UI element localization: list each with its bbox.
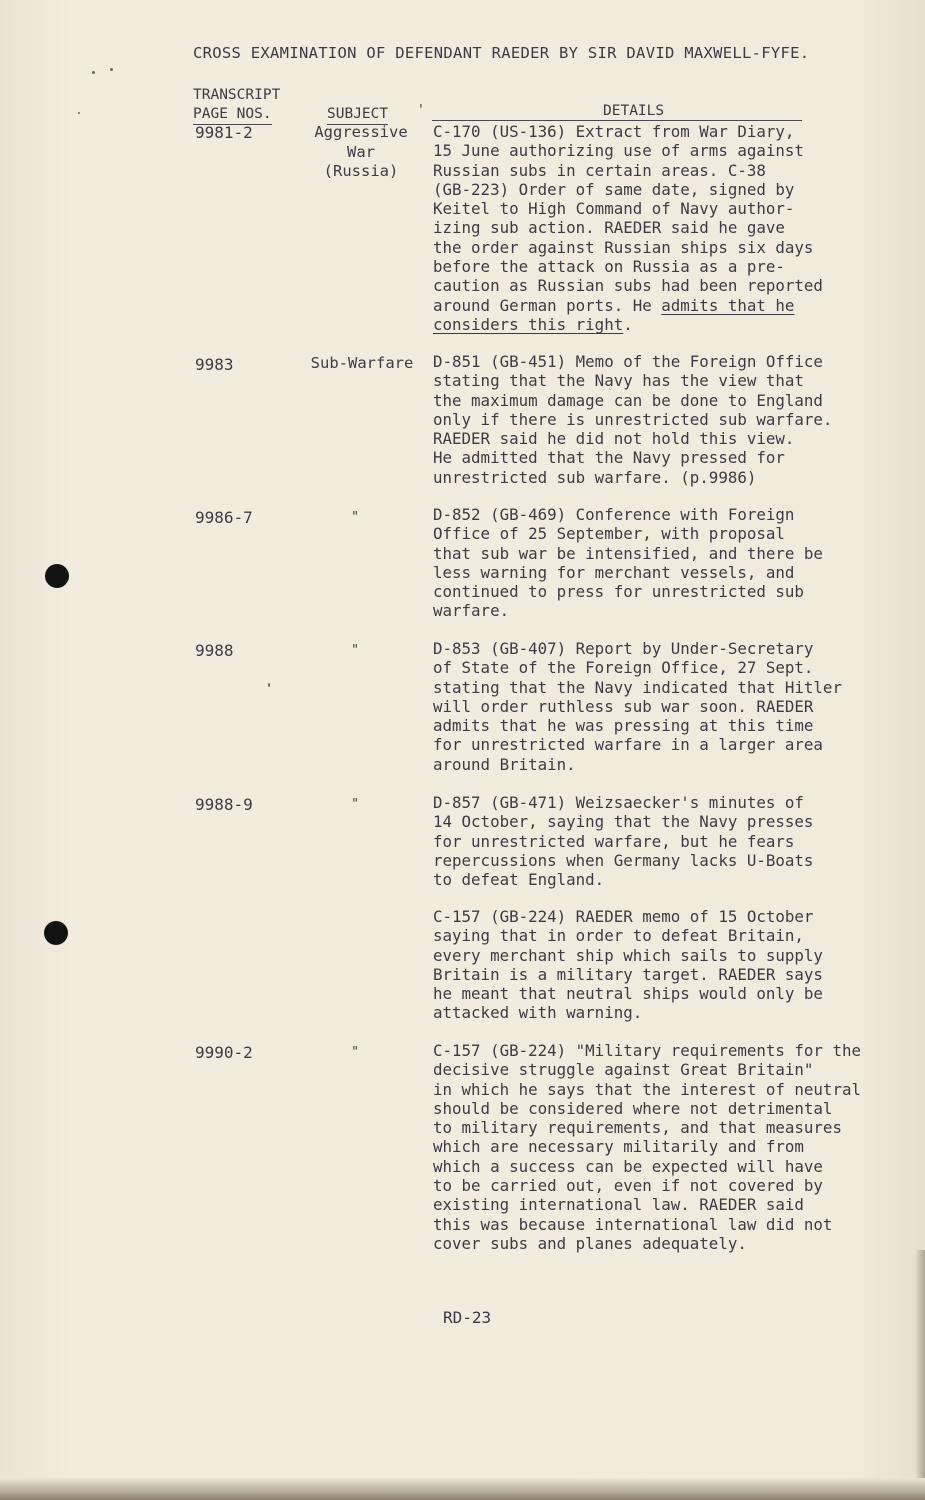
details-line: 14 October, saying that the Navy presses: [433, 812, 814, 832]
header-details-rule: [432, 120, 802, 121]
details-line: admits that he was pressing at this time: [433, 716, 814, 736]
entry-details: [433, 1041, 863, 1253]
details-line: repercussions when Germany lacks U-Boats: [433, 850, 814, 870]
details-line: C-157 (GB-224) "Military requirements for the: [433, 1041, 861, 1060]
punch-hole: [45, 564, 69, 588]
punch-hole: [44, 921, 68, 945]
details-line: attacked with warning.: [433, 1003, 643, 1023]
details-line: caution as Russian subs had been reported: [433, 276, 823, 296]
details-line: decisive struggle against Great Britain": [433, 1060, 814, 1080]
entry-page-number: 9986-7: [195, 508, 253, 527]
details-line: D-851 (GB-451) Memo of the Foreign Office: [433, 352, 823, 371]
details-line: saying that in order to defeat Britain,: [433, 926, 804, 946]
details-line: 15 June authorizing use of arms against: [433, 141, 804, 161]
details-line: cover subs and planes adequately.: [433, 1233, 747, 1253]
details-line: D-853 (GB-407) Report by Under-Secretary: [433, 639, 814, 658]
entry-subject: Sub-Warfare: [310, 354, 414, 372]
entry-page-number: 9988-9: [195, 795, 253, 814]
details-line: for unrestricted warfare, but he fears: [433, 831, 795, 851]
details-line: he meant that neutral ships would only be: [433, 984, 823, 1004]
details-text: around German ports. He: [433, 295, 662, 315]
details-line: [433, 315, 863, 334]
details-line: Britain is a military target. RAEDER says: [433, 964, 823, 984]
details-line: He admitted that the Navy pressed for: [433, 448, 785, 468]
entry-page-number: 9990-2: [195, 1043, 253, 1062]
speck-mark: [78, 112, 80, 114]
header-subject: SUBJECT: [327, 105, 388, 125]
entry-details: [433, 122, 863, 334]
details-line: which are necessary militarily and from: [433, 1137, 804, 1157]
details-line: D-857 (GB-471) Weizsaecker's minutes of: [433, 793, 804, 812]
details-line: less warning for merchant vessels, and: [433, 562, 795, 582]
details-line: to military requirements, and that measures: [433, 1118, 842, 1138]
underlined-text: considers this right: [433, 314, 624, 334]
page-edge-shadow: [915, 1250, 925, 1500]
subject-line: Aggressive: [314, 123, 408, 141]
page-footer: RD-23: [443, 1308, 492, 1327]
details-line: Keitel to High Command of Navy author-: [433, 199, 795, 219]
details-line: Russian subs in certain areas. C-38: [433, 160, 766, 180]
page-bottom-edge: [0, 1478, 925, 1500]
details-line: unrestricted sub warfare. (p.9986): [433, 467, 757, 487]
details-line: (GB-223) Order of same date, signed by: [433, 179, 795, 199]
speck-mark: [92, 71, 95, 74]
details-line: RAEDER said he did not hold this view.: [433, 429, 795, 449]
details-line: around Britain.: [433, 754, 576, 774]
subject-line: (Russia): [323, 162, 399, 180]
header-details: DETAILS: [603, 103, 665, 119]
underlined-text: admits that he: [661, 295, 795, 315]
details-line: the order against Russian ships six days: [433, 237, 814, 257]
entry-details: [433, 352, 863, 487]
details-line: stating that the Navy has the view that: [433, 371, 804, 391]
entry-page-number: 9983: [195, 355, 234, 374]
entry-details: [433, 505, 863, 621]
entry-details: [433, 793, 863, 889]
ditto-mark: ": [351, 510, 359, 525]
details-line: should be considered where not detrimental: [433, 1098, 833, 1118]
details-line: in which he says that the interest of neutral: [433, 1079, 861, 1099]
subject-line: War: [347, 142, 375, 161]
details-line: for unrestricted warfare in a larger area: [433, 735, 823, 755]
header-tick-mark: ': [417, 103, 425, 118]
details-line: of State of the Foreign Office, 27 Sept.: [433, 658, 814, 678]
speck-mark: [110, 68, 113, 71]
header-transcript: TRANSCRIPT: [193, 87, 281, 103]
header-page-nos: PAGE NOS.: [193, 105, 272, 125]
details-line: which a success can be expected will have: [433, 1156, 823, 1176]
details-line: izing sub action. RAEDER said he gave: [433, 218, 785, 238]
entry-page-number: 9981-2: [195, 123, 253, 142]
details-line: C-157 (GB-224) RAEDER memo of 15 October: [433, 907, 814, 926]
entry-page-number: 9988: [195, 641, 234, 660]
details-line: every merchant ship which sails to supply: [433, 945, 823, 965]
details-text: .: [623, 314, 633, 334]
details-line: continued to press for unrestricted sub: [433, 582, 804, 602]
ditto-mark: ": [351, 1045, 359, 1060]
details-line: to defeat England.: [433, 870, 605, 890]
details-line: Office of 25 September, with proposal: [433, 524, 785, 544]
details-line: this was because international law did not: [433, 1214, 833, 1234]
ditto-mark: ": [351, 797, 359, 812]
details-line: will order ruthless sub war soon. RAEDER: [433, 696, 814, 716]
details-line: that sub war be intensified, and there be: [433, 543, 823, 563]
details-line: D-852 (GB-469) Conference with Foreign: [433, 505, 795, 524]
entry-details: [433, 639, 863, 774]
entry-subject: [307, 123, 415, 182]
ditto-mark: ": [351, 643, 359, 658]
entry-details: [433, 907, 863, 1023]
details-line: before the attack on Russia as a pre-: [433, 257, 785, 277]
details-line: the maximum damage can be done to England: [433, 390, 823, 410]
details-line: warfare.: [433, 601, 510, 621]
details-line: only if there is unrestricted sub warfare.: [433, 409, 833, 429]
details-line: to be carried out, even if not covered by: [433, 1176, 823, 1196]
speck-mark: [268, 683, 270, 687]
details-line: existing international law. RAEDER said: [433, 1195, 804, 1215]
details-line: stating that the Navy indicated that Hitler: [433, 677, 842, 697]
details-line: [433, 296, 863, 315]
details-line: C-170 (US-136) Extract from War Diary,: [433, 122, 795, 141]
document-title: CROSS EXAMINATION OF DEFENDANT RAEDER BY SIR DAVID MAXWELL-FYFE.: [193, 44, 810, 62]
